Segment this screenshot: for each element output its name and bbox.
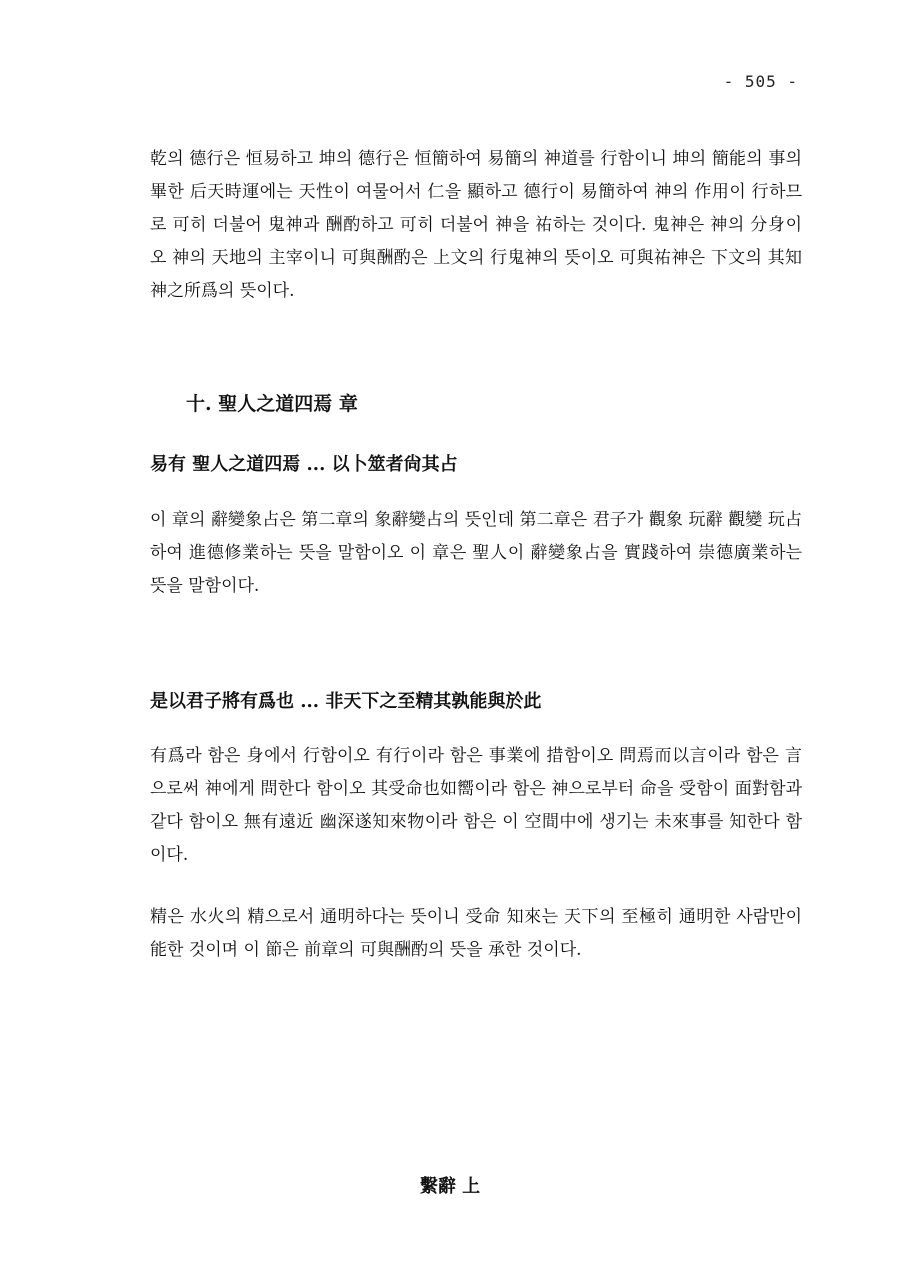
- footer-title: 繫辭 上: [419, 1176, 481, 1197]
- section-heading-1: 易有 聖人之道四焉 ... 以卜筮者尙其占: [150, 454, 458, 475]
- paragraph-2: 이 章의 辭變象占은 第二章의 象辭變占의 뜻인데 第二章은 君子가 觀象 玩辭 觀變 玩占하여 進德修業하는 뜻을 말함이오 이 章은 聖人이 辭變象占을 實踐하여 崇德廣業하는 뜻을 말함이다.: [150, 510, 802, 596]
- page-number: - 505 -: [723, 72, 798, 91]
- chapter-heading: 十. 聖人之道四焉 章: [186, 393, 358, 415]
- paragraph-3: 有爲라 함은 身에서 行함이오 有行이라 함은 事業에 措함이오 問焉而以言이라 함은 言으로써 神에게 問한다 함이오 其受命也如嚮이라 함은 神으로부터 命을 受함이 面對함과 같다 함이오 無有遠近 幽深遂知來物이라 함은 이 空間中에 생기는 未來事를 知한다 함이다.: [150, 746, 802, 865]
- paragraph-4: 精은 水火의 精으로서 通明하다는 뜻이니 受命 知來는 天下의 至極히 通明한 사람만이 能한 것이며 이 節은 前章의 可與酬酌의 뜻을 承한 것이다.: [150, 907, 802, 960]
- paragraph-1: 乾의 德行은 恒易하고 坤의 德行은 恒簡하여 易簡의 神道를 行함이니 坤의 簡能의 事의 畢한 后天時運에는 天性이 여물어서 仁을 顯하고 德行이 易簡하여 神의 作用이 行하므로 可히 더불어 鬼神과 酬酌하고 可히 더불어 神을 祐하는 것이다. 鬼神은 神의 分身이오 神의 天地의 主宰이니 可與酬酌은 上文의 行鬼神의 뜻이오 可與祐神은 下文의 其知神之所爲의 뜻이다.: [150, 149, 802, 301]
- section-heading-2: 是以君子將有爲也 ... 非天下之至精其孰能與於此: [150, 691, 542, 712]
